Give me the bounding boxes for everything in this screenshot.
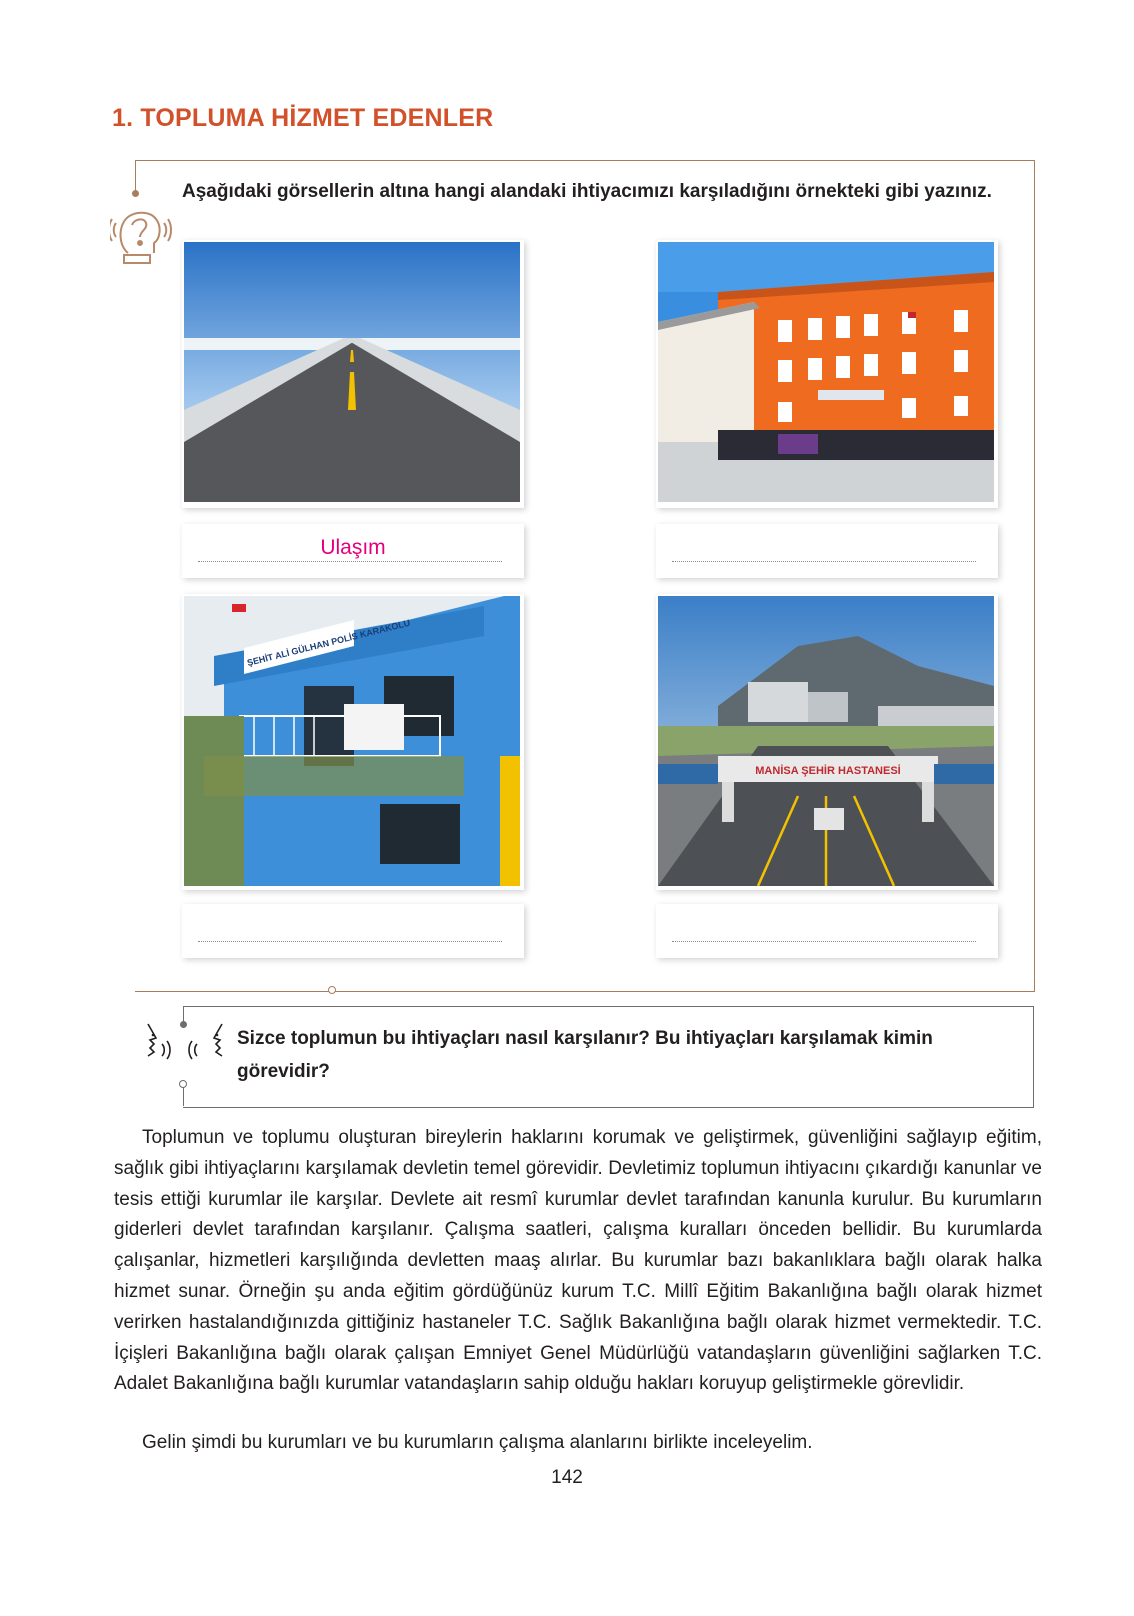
- discussion-question: Sizce toplumun bu ihtiyaçları nasıl karşılanır? Bu ihtiyaçları karşılamak kimin görevidir?: [237, 1028, 933, 1082]
- body-paragraph-2: Gelin şimdi bu kurumları ve bu kurumların çalışma alanlarını birlikte inceleyelim.: [142, 1432, 813, 1453]
- thinking-head-icon: [110, 195, 172, 265]
- frame-ring: [328, 986, 336, 994]
- police-station-photo: [184, 596, 520, 886]
- answer-dotted-line: [672, 561, 976, 562]
- photo-card-police: [182, 594, 524, 890]
- body-paragraph-1: Toplumun ve toplumu oluşturan bireylerin haklarını korumak ve geliştirmek, güvenliğini sağlayıp eğitim, sağlık gibi ihtiyaçlarını karşılamak devletin temel görevidir. Devletimiz toplumun ihtiyacını çıkardığı kanunlar ve tesis ettiği kurumlar ile karşılar. Devlete ait resmî kurumlar devlet tarafından kanunla kurulur. Bu kurumların giderleri devlet tarafından karşılanır. Çalışma saatleri, çalışma kuralları önceden bellidir. Bu kurumlarda çalışanlar, hizmetleri karşılığında devletten maaş alırlar. Bu kurumlar bazı bakanlıklara bağlı olarak halka hizmet sunar. Örneğin şu anda eğitim gördüğünüz kurum T.C. Millî Eğitim Bakanlığına bağlı olarak hizmet verirken hastalandığınızda gittiğiniz hastaneler T.C. Sağlık Bakanlığına bağlı olarak hizmet vermektedir. T.C. İçişleri Bakanlığına bağlı olarak çalışan Emniyet Genel Müdürlüğü vatandaşların güvenliğini sağlarken T.C. Adalet Bakanlığına bağlı kurumlar vatandaşların sahip olduğu hakları koruyup geliştirmekle görevlidir.: [114, 1127, 1042, 1395]
- answer-dotted-line: [198, 941, 502, 942]
- answer-card-4[interactable]: [656, 904, 998, 958]
- police-sign-text: ŞEHİT ALİ GÜLHAN POLİS KARAKOLU: [246, 617, 412, 668]
- answer-card-3[interactable]: [182, 904, 524, 958]
- answer-card-2[interactable]: [656, 524, 998, 578]
- hospital-sign-text: MANİSA ŞEHİR HASTANESİ: [755, 765, 901, 777]
- activity-instruction: Aşağıdaki görsellerin altına hangi alandaki ihtiyacımızı karşıladığını örnekteki gibi yazınız.: [182, 181, 992, 202]
- photo-card-hospital: [656, 594, 998, 890]
- activity-frame-left-rule: [135, 160, 136, 192]
- answer-card-1[interactable]: [182, 524, 524, 578]
- discussion-ring: [179, 1080, 187, 1088]
- answer-dotted-line: [198, 561, 502, 562]
- school-building-photo: [658, 242, 994, 502]
- answer-dotted-line: [672, 941, 976, 942]
- photo-card-school: [656, 240, 998, 508]
- page-number: 142: [551, 1467, 583, 1488]
- answer-text-1: Ulaşım: [320, 536, 386, 559]
- section-title: 1. TOPLUMA HİZMET EDENLER: [112, 104, 494, 132]
- discussion-box-left-bottom-rule: [183, 1086, 184, 1106]
- talking-faces-icon: [144, 1022, 226, 1072]
- city-hospital-photo: [658, 596, 994, 886]
- photo-card-road: [182, 240, 524, 508]
- highway-road-photo: [184, 242, 520, 502]
